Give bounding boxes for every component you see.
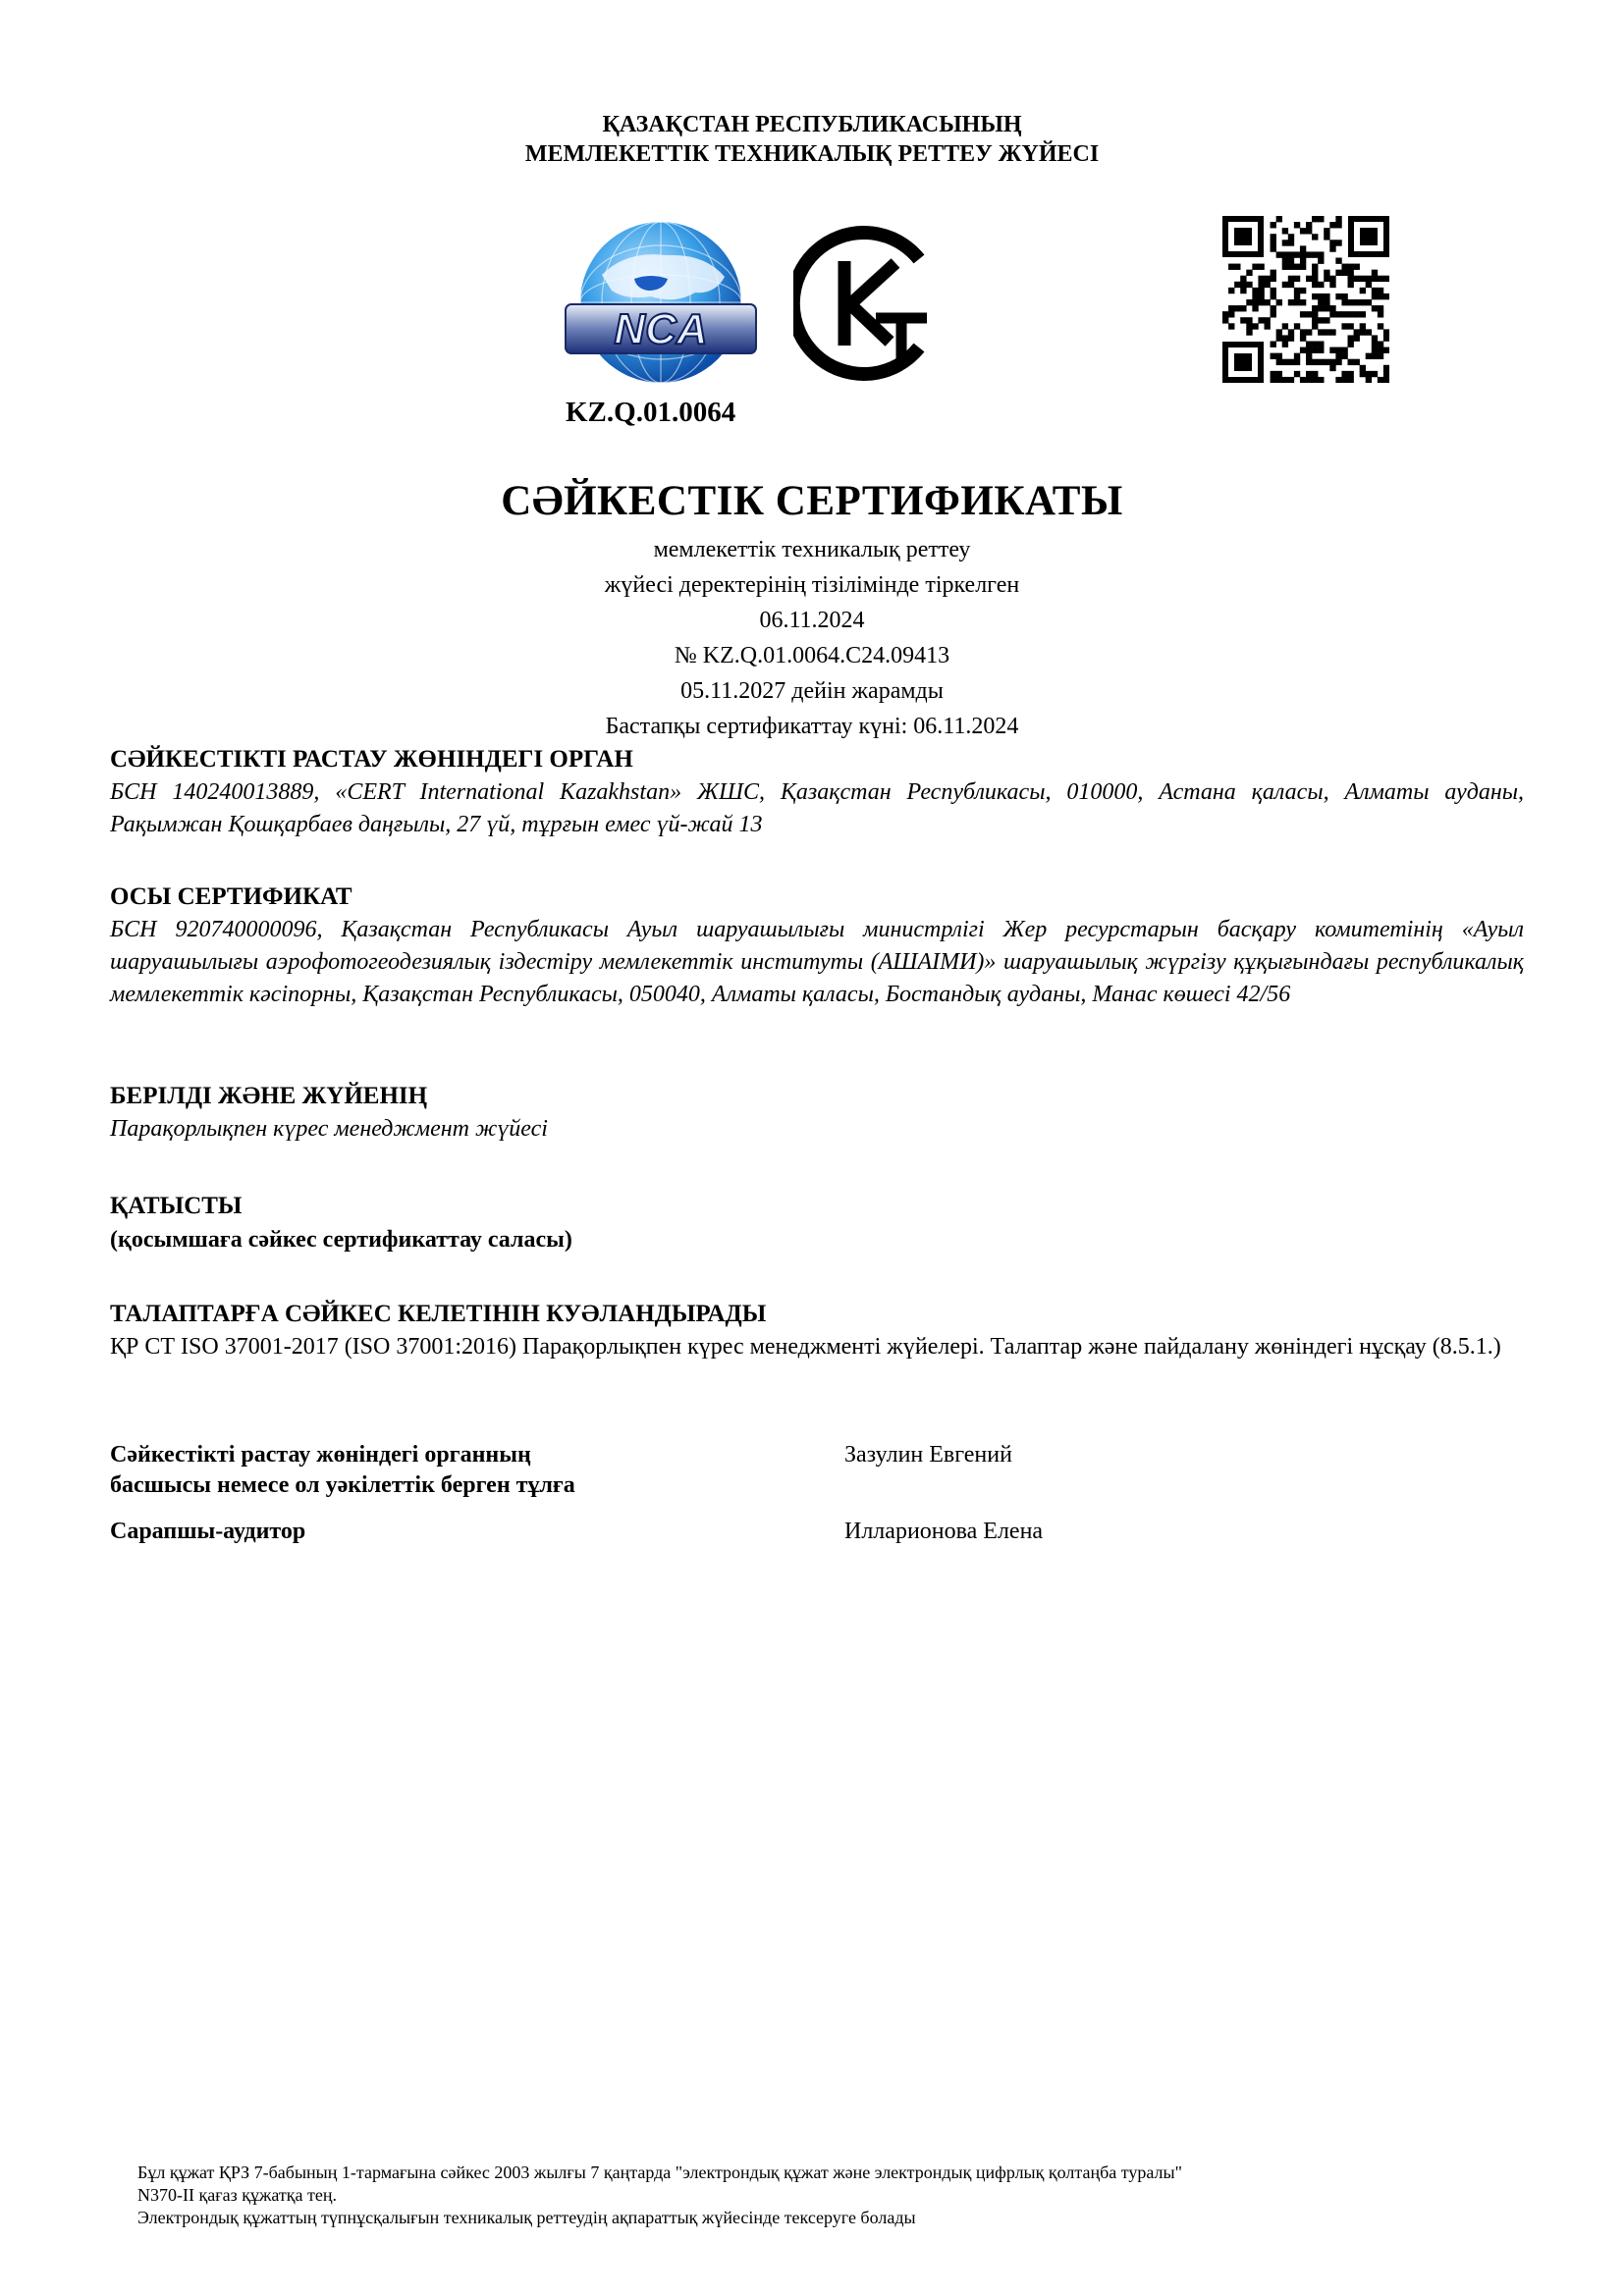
initial-certification-date: Бастапқы сертификаттау күні: 06.11.2024 [605, 714, 1019, 739]
header-line-1: ҚАЗАҚСТАН РЕСПУБЛИКАСЫНЫҢ [602, 112, 1022, 137]
registration-block [0, 532, 1624, 744]
section-heading: СӘЙКЕСТІКТІ РАСТАУ ЖӨНІНДЕГІ ОРГАН [110, 746, 633, 773]
registration-line-2: жүйесі деректерінің тізілімінде тіркелген [604, 572, 1020, 598]
section-scope [110, 1190, 1524, 1256]
head-signature-label [110, 1440, 797, 1501]
section-text: ҚР СТ ISO 37001-2017 (ISO 37001:2016) Парақорлықпен күрес менеджменті жүйелері. Талаптар және пайдалану жөніндегі нұсқау (8.5.1.) [110, 1334, 1501, 1360]
head-label-line-1: Сәйкестікті растау жөніндегі органның [110, 1442, 531, 1468]
section-heading: БЕРІЛДІ ЖӘНЕ ЖҮЙЕНІҢ [110, 1083, 428, 1109]
registration-date: 06.11.2024 [759, 608, 865, 633]
section-text: Парақорлықпен күрес менеджмент жүйесі [110, 1116, 548, 1142]
head-name: Зазулин Евгений [844, 1442, 1012, 1468]
section-text: (қосымшаға сәйкес сертификаттау саласы) [110, 1227, 572, 1253]
section-heading: ОСЫ СЕРТИФИКАТ [110, 883, 352, 910]
qr-code-icon [1222, 216, 1389, 383]
footer-note [137, 2162, 1512, 2229]
qr-code [1222, 216, 1389, 383]
kt-logo [793, 220, 950, 387]
section-heading: ҚАТЫСТЫ [110, 1193, 243, 1219]
header [0, 110, 1624, 169]
header-line-2: МЕМЛЕКЕТТІК ТЕХНИКАЛЫҚ РЕТТЕУ ЖҮЙЕСІ [524, 141, 1100, 167]
accreditation-code: KZ.Q.01.0064 [566, 397, 736, 428]
valid-until: 05.11.2027 дейін жарамды [680, 678, 944, 704]
footer-line-2: N370-II қағаз құжатқа тең. [137, 2185, 337, 2205]
head-label-line-2: басшысы немесе ол уәкілеттік берген тұлға [110, 1472, 575, 1498]
section-requirements [110, 1298, 1524, 1362]
certificate-title: СӘЙКЕСТІК СЕРТИФИКАТЫ [501, 478, 1123, 524]
globe-icon [558, 216, 764, 393]
auditor-name: Илларионова Елена [844, 1519, 1044, 1544]
section-text: БСН 140240013889, «CERT International Kazakhstan» ЖШС, Қазақстан Республикасы, 010000, Астана қаласы, Алматы ауданы, Рақымжан Қошқарбаев даңғылы, 27 үй, тұрғын емес үй-жай 13 [110, 779, 1524, 837]
section-certification-body [110, 743, 1524, 841]
svg-text:NCA: NCA [614, 305, 708, 353]
registration-line-1: мемлекеттік техникалық реттеу [653, 537, 971, 562]
footer-line-1: Бұл құжат ҚРЗ 7-бабының 1-тармағына сәйкес 2003 жылғы 7 қаңтарда "электрондық құжат және электрондық цифрлық қолтаңба туралы" [137, 2163, 1182, 2182]
footer-line-3: Электрондық құжаттың түпнұсқалығын техникалық реттеудің ақпараттық жүйесінде тексеруге болады [137, 2208, 916, 2227]
certificate-number: № KZ.Q.01.0064.C24.09413 [674, 643, 950, 668]
nca-logo [558, 216, 764, 393]
section-text: БСН 920740000096, Қазақстан Республикасы Ауыл шаруашылығы министрлігі Жер ресурстарын басқару комитетінің «Ауыл шаруашылығы аэрофотогеодезиялық іздестіру мемлекеттік институты (АШАІМИ)» шаруашылық жүргізу құқығындағы республикалық мемлекеттік кәсіпорны, Қазақстан Республикасы, 050040, Алматы қаласы, Бостандық ауданы, Манас көшесі 42/56 [110, 917, 1524, 1007]
auditor-label: Сарапшы-аудитор [110, 1519, 306, 1544]
section-this-certificate [110, 881, 1524, 1011]
section-heading: ТАЛАПТАРҒА СӘЙКЕС КЕЛЕТІНІН КУӘЛАНДЫРАДЫ [110, 1301, 767, 1327]
kt-mark-icon [793, 220, 950, 387]
section-system [110, 1080, 1524, 1146]
